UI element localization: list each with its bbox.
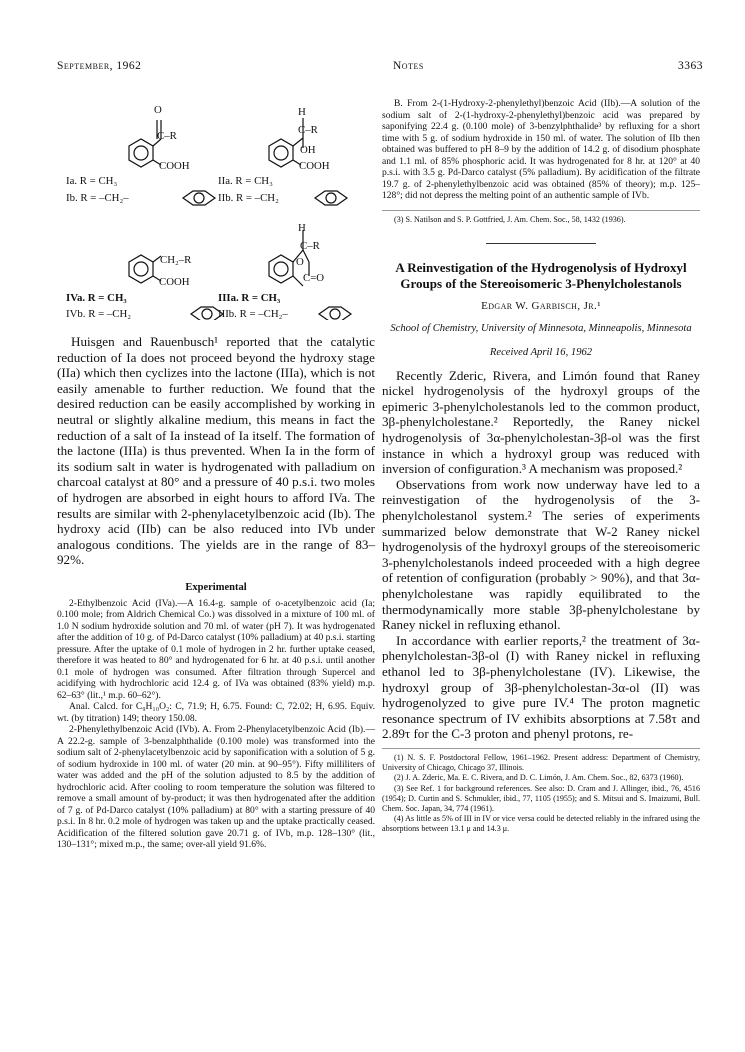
phenyl-ring-IIb [315,191,347,205]
left-column [57,334,375,851]
atom-label-h: H [298,106,306,118]
benzene-ring-II [269,139,293,167]
experimental-paragraph-2: 2-Phenylethylbenzoic Acid (IVb). A. From 2-Phenylacetylbenzoic Acid (Ib).—A 22.2-g. sample of 3-benzalphthalide (0.100 mole) was transformed into the sodium salt of 2-phenylacetylbenzoic acid by saponification with a solution of 5 g. of sodium hydroxide in 100 ml. of water (20 min. at 90–95°). Fifty milliliters of water was added and the pH of the solution adjusted to 8.5 by the addition of hydrochloric acid. After cooling to room temperature the solution was filtered to remove a small amount of by-product; it was then hydrogenated after the addition of 7 g. of Pd-Darco catalyst (10% palladium) at 80° with a starting pressure of 40 p.s.i. In 8 hr. 0.2 mole of hydrogen was taken up and the uptake practically ceased. Acidification of the filtered solution gave 20.71 g. of IVb, m.p. 128–130° (lit., 130–131°; mixed m.p., the same; over-all yield 91.6%. [57,724,375,851]
atom-label-cooh-iv: COOH [159,276,190,288]
running-header-section: Notes [393,60,424,72]
atom-label-oh: OH [300,144,316,156]
compound-label-iiib: IIIb. R = –CH₂– [218,308,288,320]
phenyl-ring-IIIb [319,307,351,320]
experimental-analysis: Anal. Calcd. for C₉H₁₀O₂: C, 71.9; H, 6.75. Found: C, 72.02; H, 6.95. Equiv. wt. (by titration) 149; theory 150.08. [57,701,375,724]
atom-label-o: O [154,104,162,116]
benzene-ring-I [129,139,153,167]
atom-label-c-r-ii: C–R [298,124,318,136]
right-column [382,98,700,835]
compound-label-iiia: IIIa. R = CH₃ [218,292,281,304]
body-paragraph-3: In accordance with earlier reports,² the treatment of 3α-phenylcholestan-3β-ol (I) with Raney nickel in refluxing ethanol led to 3β-phenylcholestane (IV). Likewise, the hydroxyl group of 3β-phenylcholestan-3α-ol (II) was hydrogenolyzed to give pure IV.⁴ The proton magnetic resonance spectrum of IV exhibits absorptions at 7.58τ and 2.89τ for the C-3 proton and phenyl protons, re- [382,632,700,742]
intro-paragraph: Huisgen and Rauenbusch¹ reported that the catalytic reduction of Ia does not proceed beyond the hydroxy stage (IIa) which then cyclizes into the lactone (IIIa), which is not easily amenable to further reduction. We found that the desired reduction can be easily accomplished by working in neutral or slightly alkaline medium, this means in fact the reduction of a salt of Ia instead of Ia itself. The formation of the lactone (IIIa) is thus prevented. When Ia in the form of its sodium salt in water is hydrogenated with palladium on charcoal catalyst at 80° and a pressure of 40 p.s.i. two moles of hydrogen are absorbed in eight hours to afford IVa. The results are similar with 2-phenylacetylbenzoic acid (Ib). The hydroxy acid (IIb) can be also reduced into IVb under analogous conditions. The yields are in the range of 83–92%. [57,334,375,568]
experimental-heading: Experimental [185,581,247,593]
received-date: Received April 16, 1962 [489,346,593,358]
page-number: 3363 [678,60,703,72]
atom-label-cooh-ii: COOH [299,160,330,172]
article-author: Edgar W. Garbisch, Jr.¹ [481,299,601,312]
benzene-ring-III [269,255,293,283]
atom-label-c-r-iii: C–R [300,240,320,252]
compound-label-ib: Ib. R = –CH₂– [66,192,129,204]
procedure-b-paragraph: B. From 2-(1-Hydroxy-2-phenylethyl)benzoic Acid (IIb).—A solution of the sodium salt of 2-(1-hydroxy-2-phenylethyl)benzoic acid was prepared by saponifying 22.4 g. (0.100 mole) of 3-benzylphthalide³ by refluxing for a short time with 5 g. of sodium hydroxide in 150 ml. of water. The solution of IIb then obtained was buffered to pH 8–9 by the addition of 14.2 g. of disodium phosphate and 1.1 ml. of 85% phosphoric acid. It was hydrogenated for 8 hr. at 120° at 40 p.s.i. with 3.5 g. Pd-Darco catalyst (5% palladium). By acidification of the filtrate 19.7 g. of 2-phenylethylbenzoic acid was obtained (85% of theory); m.p. 125–128°; did not depress the melting point of an authentic sample of IVb. [382,98,700,201]
author-affiliation: School of Chemistry, University of Minnesota, Minneapolis, Minnesota [390,322,692,334]
footnote-4: (4) As little as 5% of III in IV or vice versa could be detected reliably in the infrared using the absorptions between 13.1 μ and 14.3 μ. [382,814,700,834]
compound-label-iib: IIb. R = –CH₂ [218,192,279,204]
body-paragraph-2: Observations from work now underway have led to a reinvestigation of the hydrogenolysis of the 3-phenylcholestanol system.² The series of experiments summarized below demonstrate that W-2 Raney nickel hydrogenolysis of the hydroxyl groups of the stereoisomeric 3-phenylcholestanols indeed proceeded with a high degree of retention of configuration (probably > 90%), and that 3α-phenylcholestane was rapidly equilibrated to the thermodynamically more stable 3β-phenylcholestane by Raney nickel in refluxing ethanol. [382,476,700,633]
body-paragraph-1: Recently Zderic, Rivera, and Limón found that Raney nickel hydrogenolysis of the hydroxyl groups of the epimeric 3-phenylcholestanols led to the common product, 3β-phenylcholestane.² Reportedly, the Raney nickel hydrogenolysis of 3α-phenylcholestan-3β-ol was the first instance in which a hydroxyl group was reduced with inversion of configuration.³ A mechanism was proposed.² [382,367,700,477]
section-divider [486,243,596,244]
compound-label-ivb: IVb. R = –CH₂ [66,308,132,320]
benzene-ring-IV [129,255,153,283]
footnote-rule [382,742,700,749]
article-title: A Reinvestigation of the Hydrogenolysis of Hydroxyl Groups of the Stereoisomeric 3-Phenylcholestanols [395,259,687,291]
atom-label-c-r: C–R [157,130,177,142]
experimental-paragraph-1: 2-Ethylbenzoic Acid (IVa).—A 16.4-g. sample of o-acetylbenzoic acid (Ia; 0.100 mole; from Aldrich Chemical Co.) was dissolved in a mixture of 100 ml. of 1.0 N sodium hydroxide solution and 70 ml. of water (pH 7). It was hydrogenated after the addition of 10 g. of Pd-Darco catalyst (10% palladium) at 40 p.s.i. starting pressure. After the uptake of 0.1 mole of hydrogen in 2 hr. further uptake ceased, therefore it was heated to 80° and hydrogenated for 6 hr. at 40 p.s.i. until another 0.1 mole of hydrogen was consumed. After filtration through Supercel and acidifying with hydrochloric acid 12.4 g. of IVa was obtained (83% yield) m.p. 62–63° (lit.,¹ m.p. 60–62°). [57,597,375,701]
compound-label-iia: IIa. R = CH₃ [218,175,273,187]
footnote-1: (1) N. S. F. Postdoctoral Fellow, 1961–1962. Present address: Department of Chemistry, University of Chicago, Chicago 37, Illinois. [382,752,700,773]
atom-label-c-eq-o: C=O [303,272,325,284]
footnote-2: (2) J. A. Zderic, Ma. E. C. Rivera, and D. C. Limón, J. Am. Chem. Soc., 82, 6373 (1960). [394,773,684,783]
atom-label-cooh: COOH [159,160,190,172]
running-header-date: September, 1962 [57,60,142,72]
compound-label-ia: Ia. R = CH₃ [66,175,118,187]
atom-label-o-iii: O [296,256,304,268]
chemical-structures-figure [57,90,375,320]
footnote-3-natilson: (3) S. Natilson and S. P. Gottfried, J. Am. Chem. Soc., 58, 1432 (1936). [394,214,626,224]
atom-label-h-iii: H [298,222,306,234]
phenyl-ring-Ib [183,191,215,205]
atom-label-ch2-r: CH₂–R [160,254,192,266]
compound-label-iva: IVa. R = CH₃ [66,292,127,304]
footnote-3: (3) See Ref. 1 for background references. See also: D. Cram and J. Allinger, ibid., 76, 4516 (1954); D. Curtin and S. Schmukler, ibid., 77, 1105 (1955); and S. Mitsui and S. Imaizumi, Bull. Chem. Soc. Japan, 34, 774 (1961). [382,783,700,813]
